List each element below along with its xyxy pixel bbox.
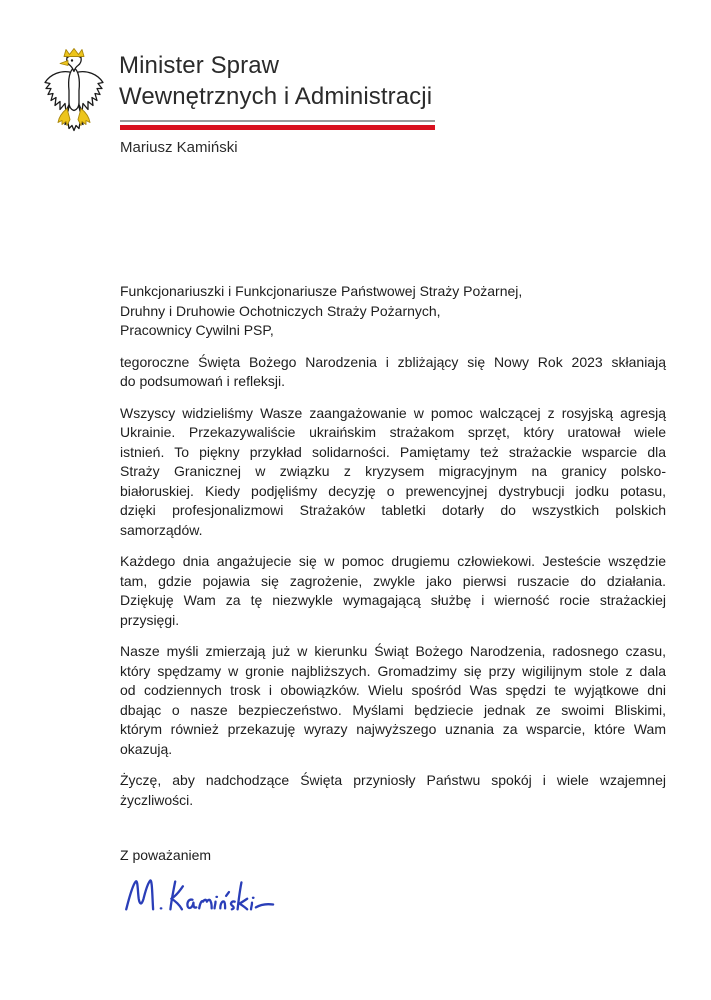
polish-eagle-emblem-icon — [41, 46, 107, 139]
paragraph — [120, 552, 666, 630]
text-line: Życzę, aby nadchodzące Święta przyniosły Państwu spokój i wiele wzajemnej — [120, 772, 666, 788]
header-rule — [120, 120, 435, 130]
text-line: którym również przekazuję wyrazy najwyższego uznania za wsparcie, które Wam — [120, 721, 666, 737]
text-line: Druhny i Druhowie Ochotniczych Straży Pożarnych, — [120, 302, 441, 319]
text-line: białoruskiej. Kiedy podjęliśmy decyzję o prewencyjnej dystrybucji jodku potasu, — [120, 482, 666, 499]
text-line: dbając o nasze bezpieczeństwo. Myślami będziecie jednak ze swoimi Bliskimi, — [120, 701, 666, 718]
header-rule-gray-line — [120, 120, 435, 122]
paragraph — [120, 404, 666, 541]
paragraph — [120, 642, 666, 759]
text-line: Ukrainie. Przekazywaliście ukraińskim strażakom sprzęt, który uratował wiele — [120, 424, 666, 440]
text-line: tegoroczne Święta Bożego Narodzenia i zbliżający się Nowy Rok 2023 skłaniają — [120, 353, 666, 370]
text-line: Straży Granicznej w związku z kryzysem migracyjnym na granicy polsko- — [120, 463, 666, 479]
ministry-title-line2: Wewnętrznych i Administracji — [119, 83, 433, 110]
ministry-title — [119, 50, 432, 112]
text-line: który spędzamy w gronie najbliższych. Gromadzimy się przy wigilijnym stole z dala — [120, 662, 666, 679]
text-line: samorządów. — [120, 521, 203, 538]
handwritten-signature — [120, 869, 288, 917]
text-line: okazują. — [120, 740, 173, 757]
header-rule-red-line — [120, 125, 435, 130]
paragraph — [120, 282, 666, 341]
text-line: od codziennych trosk i obowiązków. Wielu spośród Was spędzi te wyjątkowe dni — [120, 682, 666, 698]
text-line: Nasze myśli zmierzają już w kierunku Świąt Bożego Narodzenia, radosnego czasu, — [120, 643, 666, 659]
text-line: tam, gdzie pojawia się zagrożenie, zwykle jako pierwsi ruszacie do działania. — [120, 572, 666, 589]
text-line: życzliwości. — [120, 791, 194, 808]
letter-body — [120, 282, 666, 917]
text-line: Funkcjonariuszki i Funkcjonariusze Państwowej Straży Pożarnej, — [120, 283, 523, 299]
text-line: istnień. To piękny przykład solidarności. Pamiętamy też strażackie wsparcie dla — [120, 443, 666, 460]
closing-salutation: Z poważaniem — [120, 847, 212, 863]
text-line: Wszyscy widzieliśmy Wasze zaangażowanie w pomoc walczącej z rosyjską agresją — [120, 404, 666, 421]
text-line: Dziękuję Wam za tę niezwykle wymagającą służbę i wierność rocie strażackiej — [120, 592, 666, 608]
text-line: przysięgi. — [120, 611, 180, 628]
ministry-title-line1: Minister Spraw — [119, 52, 280, 79]
paragraph — [120, 771, 666, 810]
text-line: Każdego dnia angażujecie się w pomoc drugiemu człowiekowi. Jesteście wszędzie — [120, 553, 666, 569]
text-line: Pracownicy Cywilni PSP, — [120, 322, 274, 338]
minister-name: Mariusz Kamiński — [120, 139, 238, 156]
paragraph — [120, 353, 666, 392]
text-line: dzięki profesjonalizmowi Strażaków tabletki dotarły do wszystkich polskich — [120, 502, 666, 518]
text-line: do podsumowań i refleksji. — [120, 373, 285, 389]
